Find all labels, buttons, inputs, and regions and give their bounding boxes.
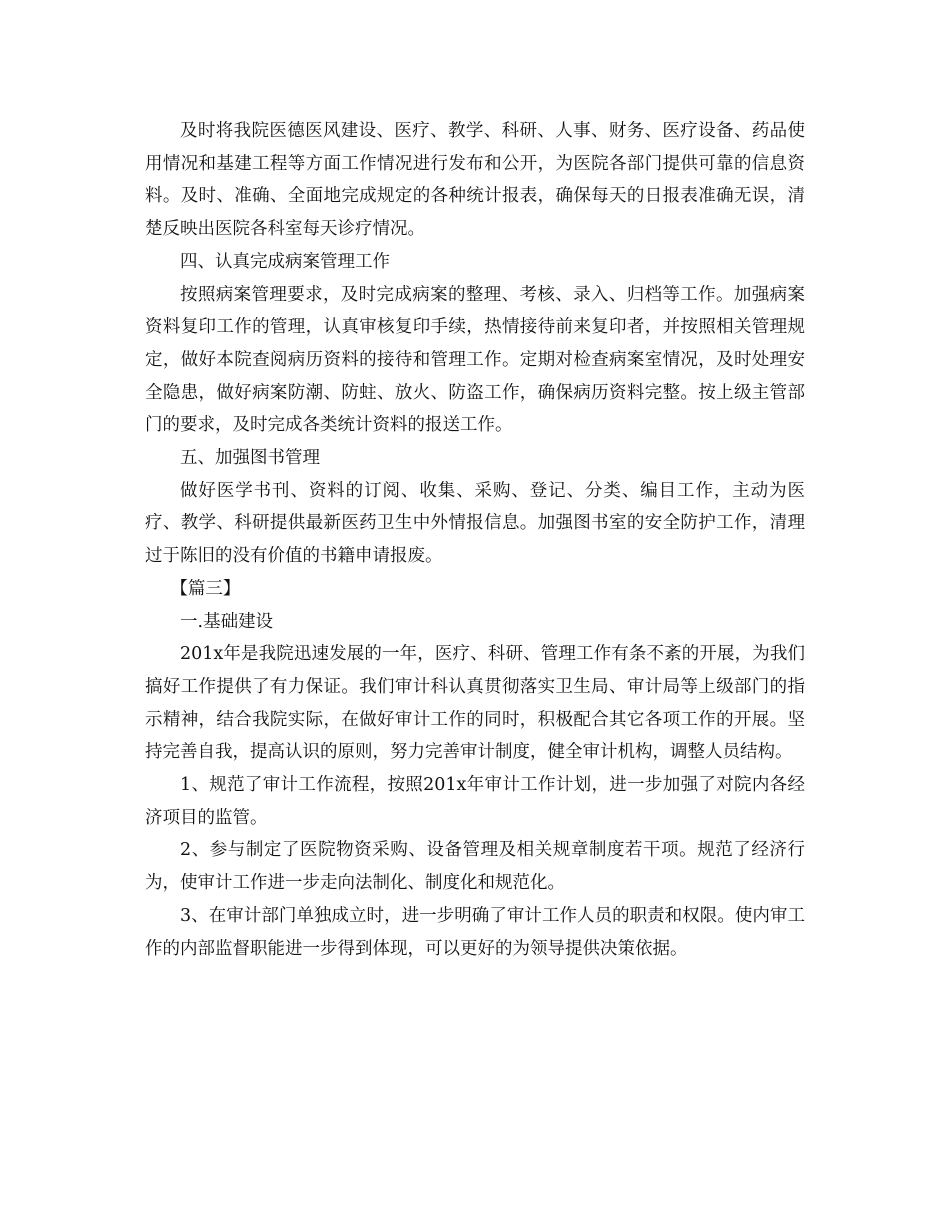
paragraph-library-management: 做好医学书刊、资料的订阅、收集、采购、登记、分类、编目工作，主动为医疗、教学、科研提供最新医药卫生中外情报信息。加强图书室的安全防护工作，清理过于陈旧的没有价值的书籍申请报废。	[145, 480, 805, 567]
paragraph-info-disclosure: 及时将我院医德医风建设、医疗、教学、科研、人事、财务、医疗设备、药品使用情况和基建工程等方面工作情况进行发布和公开，为医院各部门提供可靠的信息资料。及时、准确、全面地完成规定的各种统计报表，确保每天的日报表准确无误，清楚反映出医院各科室每天诊疗情况。	[145, 121, 805, 240]
paragraph-audit-item-1: 1、规范了审计工作流程，按照201x年审计工作计划，进一步加强了对院内各经济项目的监管。	[145, 775, 805, 828]
paragraph-audit-item-2: 2、参与制定了医院物资采购、设备管理及相关规章制度若干项。规范了经济行为，使审计工作进一步走向法制化、制度化和规范化。	[145, 840, 805, 894]
paragraph-audit-item-3: 3、在审计部门单独成立时，进一步明确了审计工作人员的职责和权限。使内审工作的内部监督职能进一步得到体现，可以更好的为领导提供决策依据。	[145, 905, 805, 959]
section-label-part-three: 【篇三】	[170, 578, 241, 599]
paragraph-audit-overview: 201x年是我院迅速发展的一年，医疗、科研、管理工作有条不紊的开展，为我们搞好工作提供了有力保证。我们审计科认真贯彻落实卫生局、审计局等上级部门的指示精神，结合我院实际，在做好审计工作的同时，积极配合其它各项工作的开展。坚持完善自我，提高认识的原则，努力完善审计制度，健全审计机构，调整人员结构。	[145, 644, 805, 763]
heading-basic-construction: 一.基础建设	[180, 611, 274, 632]
heading-library-management: 五、加强图书管理	[180, 448, 320, 469]
paragraph-medical-records: 按照病案管理要求，及时完成病案的整理、考核、录入、归档等工作。加强病案资料复印工作的管理，认真审核复印手续，热情接待前来复印者，并按照相关管理规定，做好本院查阅病历资料的接待和管理工作。定期对检查病案室情况，及时处理安全隐患，做好病案防潮、防蛀、放火、防盗工作，确保病历资料完整。按上级主管部门的要求，及时完成各类统计资料的报送工作。	[145, 284, 805, 436]
document-page	[145, 115, 805, 965]
heading-medical-records: 四、认真完成病案管理工作	[180, 251, 390, 272]
